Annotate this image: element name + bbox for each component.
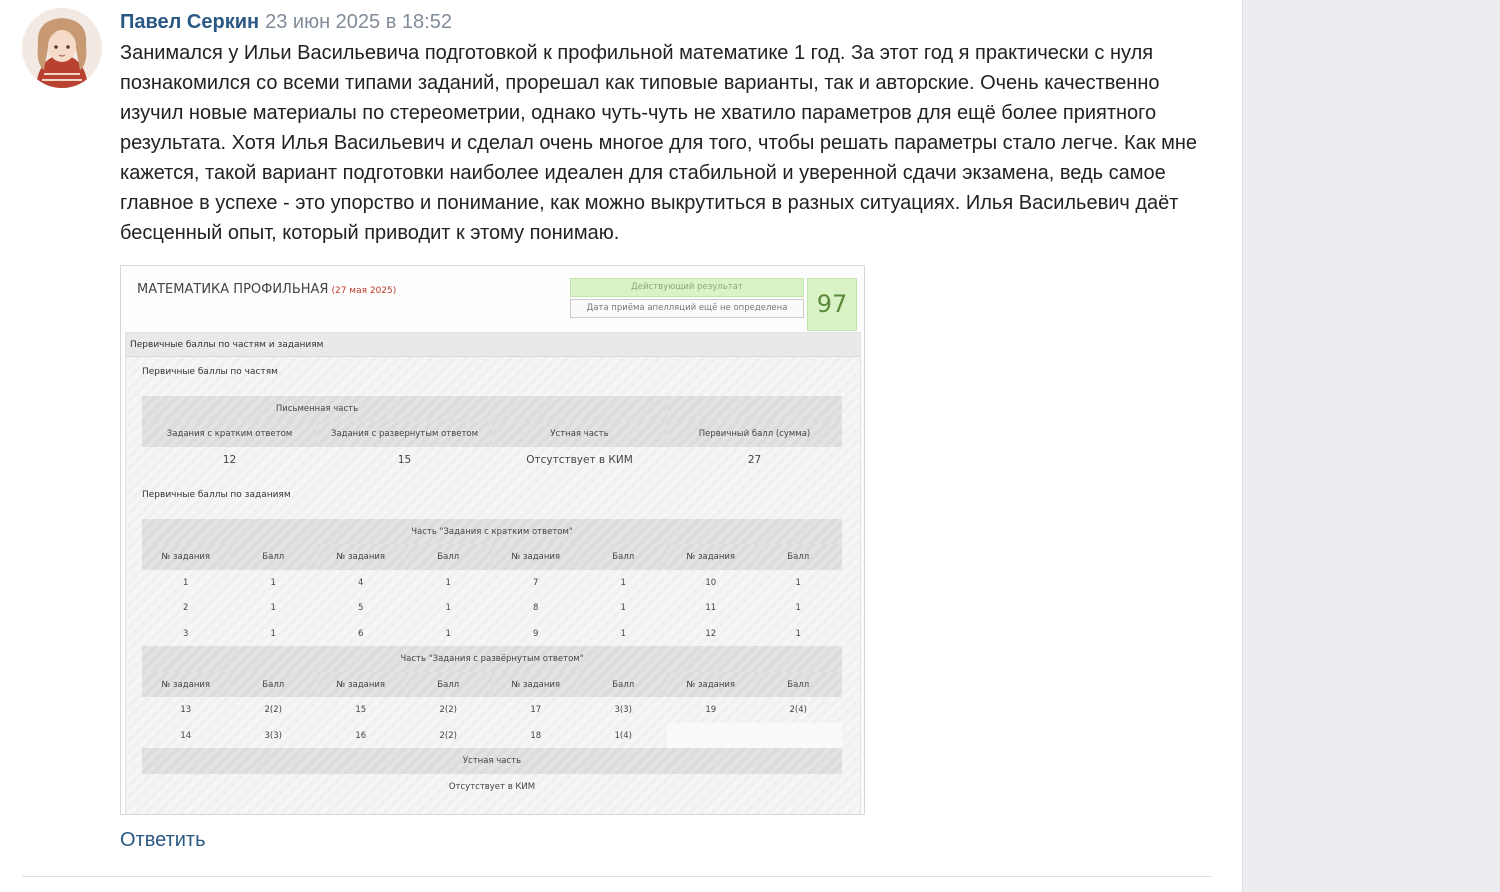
table-cell: 2 (183, 603, 189, 613)
reply-link[interactable]: Ответить (120, 829, 206, 851)
attached-photo[interactable] (120, 265, 865, 815)
table-cell: 1 (620, 628, 626, 639)
table-cell: 2(2) (439, 705, 457, 715)
table-cell: 15 (355, 705, 367, 715)
table-cell: 14 (180, 730, 192, 741)
avatar[interactable] (22, 8, 102, 88)
short-part-header-row (142, 544, 842, 570)
table-cell: 2(4) (789, 705, 807, 715)
table-header: Первичный балл (сумма) (667, 421, 842, 447)
result-status (570, 278, 806, 320)
oral-part-title-row (142, 748, 842, 774)
table-header: Балл (230, 544, 318, 570)
table-cell: 1 (620, 577, 626, 588)
table-header: Задания с кратким ответом (142, 421, 317, 447)
table-cell: 3(3) (614, 705, 632, 715)
table-header: Балл (755, 672, 843, 697)
table-cell: 19 (705, 705, 717, 715)
comment-date[interactable]: 23 июн 2025 в 18:52 (265, 11, 452, 33)
oral-part-value: Отсутствует в КИМ (448, 781, 536, 792)
long-part-title-row (142, 646, 842, 672)
section-title: Первичные баллы по частям и заданиям (126, 333, 860, 357)
table-cell: 1 (795, 577, 801, 588)
comment-text: Занимался у Ильи Васильевича подготовкой к профильной математике 1 год. За этот год я практически с нуля познакомился со всеми типами заданий, прорешал как типовые варианты, так и авторские. Очень качественно изучил новые материалы по стереометрии, однако чуть-чуть не хватило параметров для ещё более приятного результата. Хотя Илья Васильевич и сделал очень многое для того, чтобы решать параметры стало легче. Как мне кажется, такой вариант подготовки наиболее идеален для стабильной и уверенной сдачи экзамена, ведь самое главное в успехе - это упорство и понимание, как можно выкрутиться в разных ситуациях. Илья Васильевич даёт бесценный опыт, который приводит к этому понимаю. (120, 42, 1198, 244)
table-cell: 12 (222, 453, 237, 466)
parts-value-row (142, 447, 842, 472)
tasks-label: Первичные баллы по заданиям (142, 490, 291, 500)
exam-subject: МАТЕМАТИКА ПРОФИЛЬНАЯ (137, 282, 329, 297)
oral-part-row (142, 774, 842, 799)
table-cell: 1 (270, 628, 276, 639)
table-cell: 5 (358, 603, 364, 613)
table-header: № задания (667, 672, 755, 697)
table-cell: 1 (620, 603, 626, 613)
table-cell: 10 (705, 577, 717, 588)
table-cell: 1 (183, 577, 189, 588)
avatar-image-icon (22, 8, 102, 88)
parts-written-row (142, 396, 842, 421)
table-cell: 17 (530, 705, 542, 715)
scores-section (125, 332, 861, 815)
parts-label: Первичные баллы по частям (142, 367, 278, 377)
table-header: Устная часть (492, 421, 667, 447)
author-name[interactable]: Павел Серкин (120, 11, 260, 33)
table-cell: 7 (533, 577, 539, 588)
table-cell: 27 (747, 453, 762, 466)
table-cell: 1 (445, 628, 451, 639)
table-header: № задания (142, 672, 230, 697)
long-part-title: Часть "Задания с развёрнутым ответом" (142, 646, 842, 672)
exam-title (137, 282, 396, 297)
table-header: Балл (405, 672, 493, 697)
table-cell: 1 (270, 603, 276, 613)
table-cell: 9 (533, 628, 539, 639)
table-row (142, 723, 842, 748)
table-header: № задания (667, 544, 755, 570)
table-row (142, 570, 842, 595)
table-cell: 1 (795, 628, 801, 639)
parts-table (142, 396, 842, 472)
table-header: Балл (580, 672, 668, 697)
table-header: Балл (230, 672, 318, 697)
table-cell: 16 (355, 730, 367, 741)
table-cell (755, 723, 843, 748)
table-header: № задания (317, 544, 405, 570)
table-cell (667, 723, 755, 748)
table-header: № задания (492, 672, 580, 697)
table-cell: 3 (183, 628, 189, 639)
table-cell: 2(2) (439, 730, 457, 741)
table-cell: 13 (180, 705, 192, 715)
table-cell: 1 (795, 603, 801, 613)
table-cell: 18 (530, 730, 542, 741)
table-cell: 1 (445, 577, 451, 588)
table-cell: 1(4) (614, 730, 632, 741)
table-header: № задания (317, 672, 405, 697)
table-header: Задания с развернутым ответом (317, 421, 492, 447)
table-cell: 1 (270, 577, 276, 588)
table-header: № задания (142, 544, 230, 570)
table-row (142, 621, 842, 646)
right-sidebar (1242, 0, 1500, 892)
exam-date: (27 мая 2025) (331, 286, 397, 296)
result-label: Действующий результат (570, 278, 804, 297)
table-cell: Отсутствует в КИМ (526, 453, 633, 466)
table-cell: 3(3) (264, 730, 282, 741)
table-cell: 1 (445, 603, 451, 613)
written-part-header: Письменная часть (142, 396, 492, 421)
table-cell: 4 (358, 577, 364, 588)
long-part-header-row (142, 672, 842, 697)
table-row (142, 697, 842, 723)
comment-header (120, 8, 452, 36)
oral-part-title: Устная часть (142, 748, 842, 774)
table-header: № задания (492, 544, 580, 570)
divider (22, 876, 1212, 877)
table-row (142, 595, 842, 621)
parts-header-row (142, 421, 842, 447)
appeal-label: Дата приёма апелляций ещё не определена (570, 299, 804, 318)
table-cell: 11 (705, 603, 717, 613)
table-cell: 8 (533, 603, 539, 613)
tasks-table (142, 519, 842, 799)
table-header: Балл (580, 544, 668, 570)
exam-score: 97 (807, 278, 857, 331)
short-part-title: Часть "Задания с кратким ответом" (142, 519, 842, 544)
table-cell: 6 (358, 628, 364, 639)
table-header: Балл (405, 544, 493, 570)
table-header: Балл (755, 544, 843, 570)
table-cell: 15 (397, 453, 412, 466)
table-cell: 12 (705, 628, 717, 639)
short-part-title-row (142, 519, 842, 544)
table-cell: 2(2) (264, 705, 282, 715)
